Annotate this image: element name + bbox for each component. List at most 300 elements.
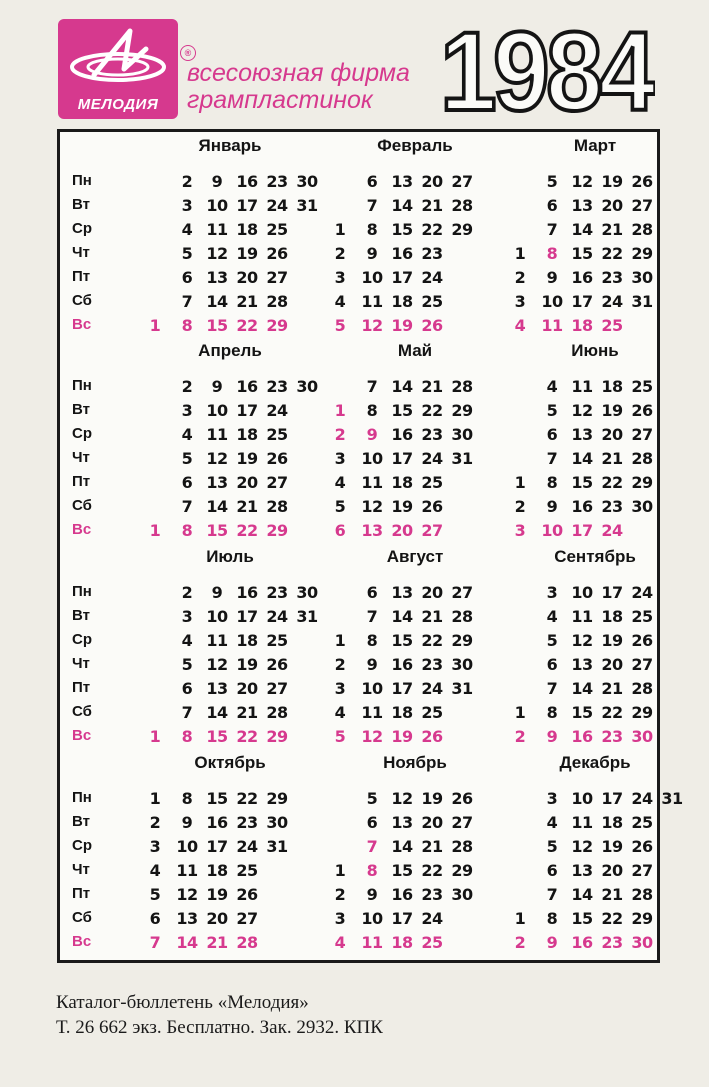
day-cell: 19 xyxy=(391,316,413,335)
day-cell: 16 xyxy=(391,244,413,263)
day-cell: 30 xyxy=(451,425,473,444)
year-text: 1984 xyxy=(440,24,655,120)
month-name: Ноябрь xyxy=(383,753,447,772)
day-cell: 25 xyxy=(421,473,443,492)
day-cell: 18 xyxy=(391,703,413,722)
day-cell: 16 xyxy=(236,583,258,602)
month-name: Январь xyxy=(198,136,262,155)
day-cell: 23 xyxy=(266,172,288,191)
day-name: Вс xyxy=(72,521,92,538)
month-name: Октябрь xyxy=(194,753,266,772)
day-cell: 19 xyxy=(391,727,413,746)
day-cell: 23 xyxy=(236,813,258,832)
day-cell: 11 xyxy=(571,607,593,626)
day-cell: 3 xyxy=(546,789,558,808)
day-cell: 30 xyxy=(266,813,288,832)
day-cell: 5 xyxy=(149,885,161,904)
day-cell: 13 xyxy=(571,861,593,880)
day-cell: 18 xyxy=(206,861,228,880)
day-cell: 1 xyxy=(149,521,161,540)
day-cell: 10 xyxy=(361,268,383,287)
day-cell: 18 xyxy=(391,292,413,311)
day-name: Сб xyxy=(72,292,92,309)
day-cell: 21 xyxy=(236,703,258,722)
day-cell: 6 xyxy=(181,473,193,492)
day-cell: 5 xyxy=(546,837,558,856)
day-cell: 21 xyxy=(421,377,443,396)
day-cell: 8 xyxy=(181,521,193,540)
day-cell: 16 xyxy=(206,813,228,832)
day-cell: 1 xyxy=(514,473,526,492)
day-cell: 18 xyxy=(571,316,593,335)
day-cell: 12 xyxy=(571,172,593,191)
day-cell: 11 xyxy=(176,861,198,880)
day-name: Пт xyxy=(72,885,91,902)
day-cell: 30 xyxy=(296,583,318,602)
day-cell: 3 xyxy=(334,909,346,928)
day-cell: 20 xyxy=(601,425,623,444)
day-cell: 4 xyxy=(546,813,558,832)
day-cell: 12 xyxy=(361,727,383,746)
day-cell: 27 xyxy=(631,425,653,444)
day-cell: 29 xyxy=(631,909,653,928)
day-cell: 11 xyxy=(206,425,228,444)
month-block xyxy=(325,337,505,542)
day-cell: 21 xyxy=(206,933,228,952)
day-cell: 10 xyxy=(571,583,593,602)
day-cell: 24 xyxy=(601,292,623,311)
day-cell: 1 xyxy=(334,220,346,239)
day-cell: 6 xyxy=(546,861,558,880)
day-cell: 13 xyxy=(176,909,198,928)
day-cell: 28 xyxy=(451,377,473,396)
day-cell: 8 xyxy=(366,401,378,420)
day-name: Вс xyxy=(72,316,92,333)
day-cell: 25 xyxy=(266,220,288,239)
day-cell: 29 xyxy=(451,861,473,880)
day-cell: 2 xyxy=(514,933,526,952)
year-title xyxy=(440,24,655,120)
day-cell: 21 xyxy=(601,679,623,698)
day-cell: 4 xyxy=(546,377,558,396)
registered-mark: ® xyxy=(180,45,196,61)
day-cell: 27 xyxy=(266,679,288,698)
day-cell: 21 xyxy=(236,292,258,311)
day-cell: 29 xyxy=(266,727,288,746)
day-cell: 27 xyxy=(236,909,258,928)
quarter-block xyxy=(60,337,657,542)
day-cell: 29 xyxy=(451,631,473,650)
day-cell: 28 xyxy=(631,449,653,468)
day-cell: 20 xyxy=(206,909,228,928)
day-cell: 14 xyxy=(206,703,228,722)
day-cell: 22 xyxy=(421,220,443,239)
day-cell: 19 xyxy=(601,401,623,420)
day-cell: 14 xyxy=(571,220,593,239)
day-cell: 4 xyxy=(181,220,193,239)
day-cell: 3 xyxy=(181,196,193,215)
day-cell: 28 xyxy=(451,196,473,215)
day-cell: 7 xyxy=(366,607,378,626)
day-cell: 23 xyxy=(601,933,623,952)
day-cell: 26 xyxy=(631,401,653,420)
day-cell: 15 xyxy=(571,703,593,722)
month-block xyxy=(325,749,505,954)
day-cell: 10 xyxy=(176,837,198,856)
day-cell: 2 xyxy=(181,172,193,191)
day-cell: 26 xyxy=(631,172,653,191)
day-cell: 10 xyxy=(361,449,383,468)
day-cell: 19 xyxy=(601,172,623,191)
day-cell: 8 xyxy=(546,703,558,722)
day-cell: 8 xyxy=(366,631,378,650)
day-cell: 1 xyxy=(149,789,161,808)
day-cell: 28 xyxy=(631,885,653,904)
day-cell: 23 xyxy=(266,377,288,396)
day-cell: 4 xyxy=(334,473,346,492)
day-cell: 17 xyxy=(601,583,623,602)
day-cell: 5 xyxy=(181,244,193,263)
month-name: Март xyxy=(573,136,617,155)
day-cell: 10 xyxy=(361,909,383,928)
quarter-block xyxy=(60,749,683,954)
record-logo-icon xyxy=(58,19,178,99)
day-cell: 24 xyxy=(421,449,443,468)
day-cell: 16 xyxy=(571,268,593,287)
day-cell: 17 xyxy=(391,449,413,468)
day-cell: 21 xyxy=(601,220,623,239)
day-cell: 1 xyxy=(334,631,346,650)
day-cell: 9 xyxy=(546,268,558,287)
day-name: Пн xyxy=(72,583,92,600)
melodiya-logo xyxy=(58,19,192,119)
day-cell: 24 xyxy=(236,837,258,856)
day-cell: 8 xyxy=(181,727,193,746)
day-cell: 31 xyxy=(661,789,683,808)
day-cell: 20 xyxy=(601,861,623,880)
day-cell: 15 xyxy=(206,727,228,746)
day-cell: 17 xyxy=(206,837,228,856)
day-cell: 5 xyxy=(181,655,193,674)
day-cell: 22 xyxy=(236,316,258,335)
day-name: Вт xyxy=(72,196,90,213)
month-block xyxy=(505,132,685,337)
day-name: Вт xyxy=(72,813,90,830)
day-cell: 5 xyxy=(181,449,193,468)
day-cell: 28 xyxy=(266,497,288,516)
day-name: Пн xyxy=(72,172,92,189)
day-cell: 29 xyxy=(266,521,288,540)
day-cell: 19 xyxy=(601,837,623,856)
day-cell: 20 xyxy=(421,813,443,832)
day-cell: 19 xyxy=(236,449,258,468)
day-cell: 25 xyxy=(266,631,288,650)
day-cell: 23 xyxy=(266,583,288,602)
day-cell: 12 xyxy=(206,655,228,674)
day-cell: 24 xyxy=(421,268,443,287)
day-cell: 9 xyxy=(366,244,378,263)
day-name: Вс xyxy=(72,727,92,744)
day-cell: 17 xyxy=(236,196,258,215)
day-cell: 18 xyxy=(391,473,413,492)
day-cell: 15 xyxy=(206,521,228,540)
day-cell: 6 xyxy=(546,425,558,444)
day-cell: 24 xyxy=(631,789,653,808)
day-cell: 30 xyxy=(631,727,653,746)
day-cell: 9 xyxy=(366,425,378,444)
day-name: Вт xyxy=(72,607,90,624)
day-cell: 30 xyxy=(296,172,318,191)
day-cell: 1 xyxy=(334,861,346,880)
day-cell: 13 xyxy=(571,425,593,444)
day-cell: 22 xyxy=(601,244,623,263)
day-cell: 14 xyxy=(571,885,593,904)
day-cell: 24 xyxy=(601,521,623,540)
day-name: Чт xyxy=(72,655,90,672)
day-cell: 3 xyxy=(514,521,526,540)
day-cell: 1 xyxy=(149,727,161,746)
day-cell: 9 xyxy=(211,377,223,396)
day-cell: 8 xyxy=(546,473,558,492)
day-cell: 29 xyxy=(451,401,473,420)
day-cell: 7 xyxy=(181,497,193,516)
day-cell: 29 xyxy=(266,316,288,335)
day-cell: 8 xyxy=(366,220,378,239)
day-cell: 27 xyxy=(421,521,443,540)
day-cell: 2 xyxy=(514,727,526,746)
day-cell: 5 xyxy=(546,172,558,191)
day-name: Сб xyxy=(72,497,92,514)
day-cell: 2 xyxy=(514,497,526,516)
day-name: Пт xyxy=(72,679,91,696)
day-cell: 13 xyxy=(391,813,413,832)
day-cell: 31 xyxy=(451,679,473,698)
day-cell: 31 xyxy=(631,292,653,311)
day-cell: 7 xyxy=(149,933,161,952)
day-cell: 4 xyxy=(334,933,346,952)
day-cell: 18 xyxy=(236,425,258,444)
month-block xyxy=(505,337,685,542)
day-cell: 30 xyxy=(296,377,318,396)
day-cell: 6 xyxy=(181,268,193,287)
day-cell: 14 xyxy=(391,837,413,856)
day-cell: 1 xyxy=(514,909,526,928)
day-cell: 10 xyxy=(571,789,593,808)
day-cell: 2 xyxy=(334,885,346,904)
day-cell: 28 xyxy=(266,703,288,722)
day-cell: 10 xyxy=(361,679,383,698)
month-block xyxy=(140,749,320,954)
month-name: Июнь xyxy=(571,341,619,360)
day-cell: 18 xyxy=(236,220,258,239)
day-cell: 23 xyxy=(421,425,443,444)
day-cell: 5 xyxy=(334,727,346,746)
day-cell: 28 xyxy=(631,220,653,239)
day-cell: 11 xyxy=(571,813,593,832)
day-cell: 15 xyxy=(571,909,593,928)
day-cell: 6 xyxy=(546,655,558,674)
day-cell: 8 xyxy=(546,244,558,263)
day-cell: 26 xyxy=(631,837,653,856)
day-cell: 18 xyxy=(391,933,413,952)
day-cell: 17 xyxy=(391,909,413,928)
day-cell: 22 xyxy=(421,631,443,650)
day-cell: 25 xyxy=(421,933,443,952)
day-cell: 9 xyxy=(546,727,558,746)
day-name: Сб xyxy=(72,909,92,926)
day-cell: 6 xyxy=(181,679,193,698)
day-cell: 8 xyxy=(366,861,378,880)
day-cell: 16 xyxy=(571,933,593,952)
day-cell: 10 xyxy=(206,607,228,626)
day-cell: 22 xyxy=(601,703,623,722)
day-cell: 6 xyxy=(366,583,378,602)
day-cell: 15 xyxy=(391,401,413,420)
day-cell: 3 xyxy=(334,449,346,468)
day-cell: 14 xyxy=(206,497,228,516)
footer xyxy=(56,990,383,1040)
day-cell: 7 xyxy=(366,837,378,856)
day-cell: 4 xyxy=(181,425,193,444)
day-cell: 26 xyxy=(266,449,288,468)
day-cell: 13 xyxy=(361,521,383,540)
day-cell: 16 xyxy=(571,497,593,516)
day-cell: 10 xyxy=(541,292,563,311)
month-name: Сентябрь xyxy=(554,547,636,566)
month-name: Июль xyxy=(206,547,254,566)
day-cell: 10 xyxy=(541,521,563,540)
month-name: Май xyxy=(397,341,433,360)
day-cell: 17 xyxy=(391,679,413,698)
month-block xyxy=(325,132,505,337)
day-cell: 11 xyxy=(361,473,383,492)
firm-line-2: грампластинок xyxy=(187,86,373,114)
day-cell: 4 xyxy=(334,703,346,722)
day-cell: 9 xyxy=(211,583,223,602)
day-cell: 6 xyxy=(546,196,558,215)
day-cell: 31 xyxy=(451,449,473,468)
day-cell: 27 xyxy=(451,583,473,602)
day-cell: 23 xyxy=(421,655,443,674)
month-name: Февраль xyxy=(377,136,453,155)
day-cell: 12 xyxy=(391,789,413,808)
day-cell: 6 xyxy=(149,909,161,928)
day-cell: 3 xyxy=(514,292,526,311)
day-cell: 7 xyxy=(181,703,193,722)
day-cell: 28 xyxy=(451,607,473,626)
day-cell: 12 xyxy=(361,497,383,516)
day-cell: 26 xyxy=(421,497,443,516)
day-cell: 25 xyxy=(266,425,288,444)
day-cell: 4 xyxy=(514,316,526,335)
day-cell: 5 xyxy=(334,497,346,516)
day-cell: 12 xyxy=(206,449,228,468)
day-cell: 7 xyxy=(546,679,558,698)
day-cell: 7 xyxy=(181,292,193,311)
month-block xyxy=(140,337,320,542)
day-cell: 11 xyxy=(206,220,228,239)
day-cell: 9 xyxy=(546,497,558,516)
day-cell: 17 xyxy=(571,521,593,540)
quarter-block xyxy=(60,132,657,337)
day-cell: 26 xyxy=(421,316,443,335)
month-block xyxy=(325,543,505,748)
day-cell: 16 xyxy=(391,425,413,444)
quarter-block xyxy=(60,543,657,748)
day-cell: 28 xyxy=(631,679,653,698)
logo-text: МЕЛОДИЯ xyxy=(77,96,159,113)
day-cell: 29 xyxy=(631,703,653,722)
day-cell: 7 xyxy=(546,885,558,904)
day-name: Чт xyxy=(72,244,90,261)
day-cell: 12 xyxy=(571,631,593,650)
day-cell: 20 xyxy=(421,172,443,191)
day-cell: 24 xyxy=(266,196,288,215)
day-cell: 27 xyxy=(451,813,473,832)
day-cell: 7 xyxy=(546,449,558,468)
day-cell: 27 xyxy=(631,196,653,215)
day-cell: 22 xyxy=(236,727,258,746)
footer-print-info: Т. 26 662 экз. Бесплатно. Зак. 2932. КПК xyxy=(56,1017,383,1038)
day-cell: 11 xyxy=(361,933,383,952)
firm-line-1: всесоюзная фирма xyxy=(187,59,410,87)
day-cell: 14 xyxy=(391,377,413,396)
day-cell: 26 xyxy=(421,727,443,746)
day-cell: 13 xyxy=(571,655,593,674)
day-cell: 14 xyxy=(391,607,413,626)
day-cell: 23 xyxy=(421,885,443,904)
day-cell: 21 xyxy=(601,449,623,468)
day-cell: 11 xyxy=(361,703,383,722)
day-cell: 12 xyxy=(176,885,198,904)
day-cell: 19 xyxy=(236,244,258,263)
day-cell: 16 xyxy=(236,377,258,396)
day-cell: 24 xyxy=(266,401,288,420)
firm-name xyxy=(187,60,410,114)
day-cell: 18 xyxy=(236,631,258,650)
day-cell: 18 xyxy=(601,813,623,832)
day-cell: 29 xyxy=(266,789,288,808)
day-cell: 20 xyxy=(236,679,258,698)
day-cell: 15 xyxy=(206,789,228,808)
day-cell: 23 xyxy=(601,268,623,287)
day-cell: 4 xyxy=(181,631,193,650)
day-cell: 29 xyxy=(631,473,653,492)
day-cell: 14 xyxy=(176,933,198,952)
day-cell: 1 xyxy=(514,703,526,722)
day-cell: 24 xyxy=(421,679,443,698)
day-cell: 9 xyxy=(366,655,378,674)
day-cell: 3 xyxy=(181,401,193,420)
day-cell: 7 xyxy=(366,377,378,396)
day-cell: 22 xyxy=(601,909,623,928)
day-cell: 17 xyxy=(571,292,593,311)
day-cell: 22 xyxy=(421,401,443,420)
month-block xyxy=(505,749,685,954)
month-name: Декабрь xyxy=(559,753,631,772)
day-cell: 22 xyxy=(421,861,443,880)
day-cell: 31 xyxy=(266,837,288,856)
day-cell: 12 xyxy=(361,316,383,335)
day-cell: 11 xyxy=(571,377,593,396)
day-cell: 30 xyxy=(451,655,473,674)
day-cell: 29 xyxy=(451,220,473,239)
day-cell: 1 xyxy=(149,316,161,335)
day-cell: 26 xyxy=(451,789,473,808)
day-cell: 22 xyxy=(236,789,258,808)
day-cell: 13 xyxy=(571,196,593,215)
day-cell: 25 xyxy=(421,292,443,311)
